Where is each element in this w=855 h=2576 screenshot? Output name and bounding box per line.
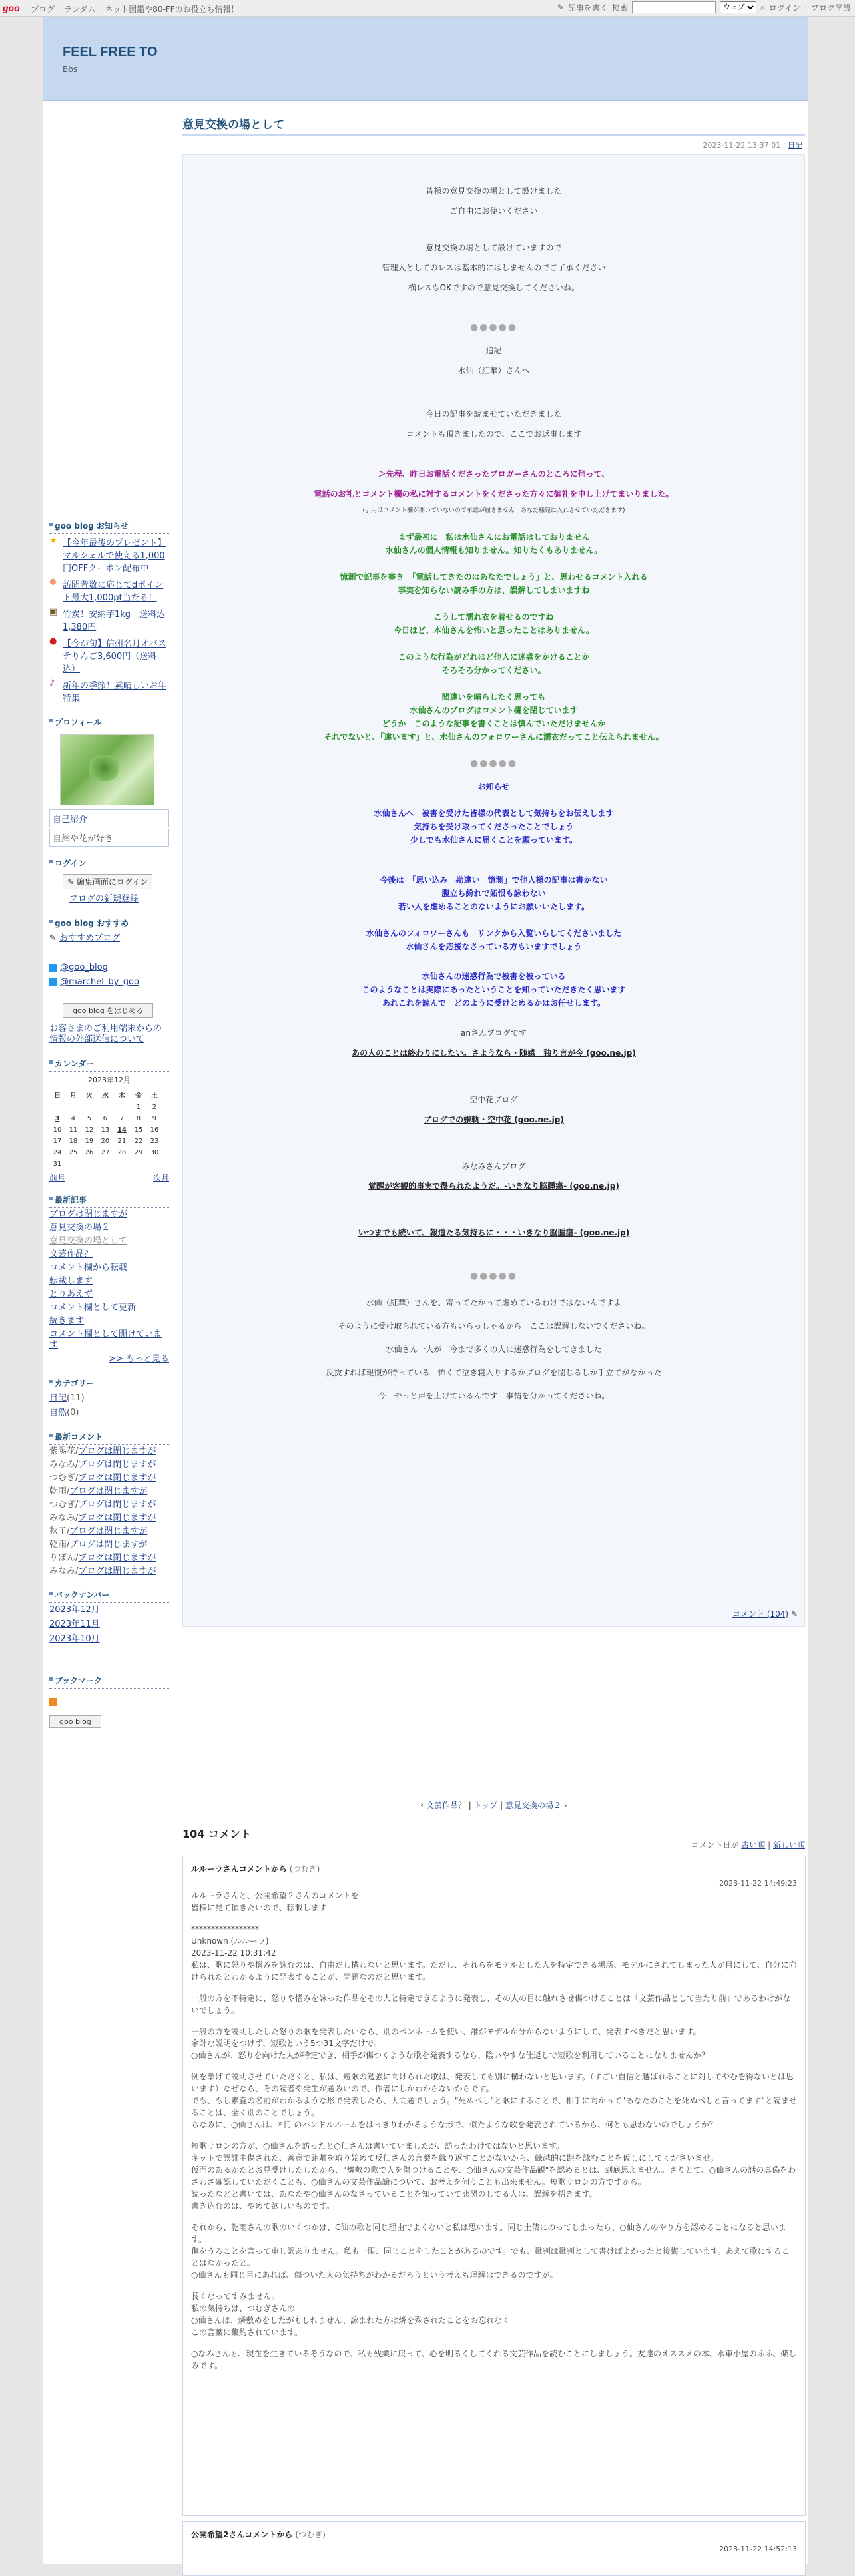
entry-text: 水仙（紅華）さんを、寄ってたかって虐めているわけではないんですよ (366, 1298, 622, 1307)
calendar-day[interactable]: 20 (101, 1138, 110, 1145)
entry-text: 今日はど、本仙さんを怖いと思ったことはありません。 (394, 626, 594, 635)
entry-link[interactable]: 覚醒が客観的事実で得られたようだ。‐いきなり脳腫瘍‐ (goo.ne.jp) (368, 1181, 619, 1191)
search-scope-select[interactable] (720, 1, 756, 13)
box-icon: ▣ (49, 607, 58, 617)
entry-link[interactable]: あの人のことは終わりにしたい。さようなら・随感 独り言が今 (goo.ne.jp) (352, 1048, 636, 1058)
entry-meta: 2023-11-22 13:37:01 | 日記 (703, 141, 802, 150)
category-name[interactable]: 自然 (49, 1408, 67, 1418)
notice-text[interactable]: 【今が旬】信州名月オバステりんご3,600円（送料込） (63, 639, 166, 674)
entry-text: 少しでも水仙さんに届くことを願っています。 (410, 835, 578, 845)
calendar-day[interactable]: 12 (85, 1126, 94, 1134)
category-count: (0) (67, 1408, 79, 1418)
main-content (182, 115, 805, 2553)
outside-info-link[interactable]: お客さまのご利用端末からの情報の外部送信について (49, 1024, 162, 1044)
entry-text: みなみさんブログ (461, 1162, 526, 1171)
entry-text: 水仙さんのブログはコメント欄を閉じています (410, 706, 578, 715)
search-button[interactable]: ⌕ (760, 2, 765, 12)
search-input[interactable] (632, 1, 716, 13)
pencil-icon: ✎ (557, 3, 564, 12)
calendar-day-header: 土 (150, 1092, 158, 1100)
recent-comment-item[interactable] (49, 1552, 169, 1565)
book-icon: ✎ (49, 933, 60, 943)
entry-text: 若い人を虐めることのないようにお願いいたします。 (398, 902, 590, 911)
calendar-day[interactable]: 5 (87, 1115, 92, 1122)
calendar-day-header: 月 (69, 1092, 77, 1100)
calendar-day (65, 1102, 81, 1113)
entry-text: 閲違いを晴らしたく思っても (441, 692, 546, 702)
recent-entry-link[interactable]: 文芸作品？ (49, 1249, 93, 1259)
bookmark-heading: ブックマーク (49, 1673, 169, 1689)
category-heading: カテゴリー (49, 1376, 169, 1391)
notice-item[interactable] (49, 534, 169, 576)
entry-text: (引用はコメント欄が開いていないので承認が届きません あなた様宛に入れさせていただきます) (362, 507, 625, 514)
entry-text: 水仙さん一人が 今まで多くの人に迷惑行為をしてきました (386, 1345, 602, 1354)
recent-comment-item[interactable] (49, 1498, 169, 1512)
recent-comment-item[interactable] (49, 1538, 169, 1552)
recent-comment-author: 乾雨/ (49, 1540, 70, 1550)
backnumber-link[interactable]: 2023年12月 (49, 1605, 100, 1615)
rss-icon[interactable] (49, 1698, 57, 1706)
calendar-heading: カレンダー (49, 1056, 169, 1072)
comment-paragraph: 一般の方を説明したした怒りの歌を発表したいなら、別のペンネームを使い、誰がモデルか分からないようにして、発表すべきだと思います。 余計な説明をつけず、短歌という5つ31文字だけで。 ○仙さんが、怒りを向けた人が特定でき、相手が傷つくような歌を発表するなら、陰いやすな仕返しで短歌を利用していることになりませんか？ (191, 2027, 709, 2060)
recent-comments-heading: 最新コメント (49, 1430, 169, 1445)
calendar-day[interactable]: 9 (152, 1115, 157, 1122)
recent-comment-title[interactable]: ブログは閉じますが (78, 1513, 156, 1523)
calendar-month: 2023年12月 (88, 1076, 131, 1084)
recent-comment-title[interactable]: ブログは閉じますが (78, 1553, 156, 1563)
comment-author: ルルーラさんコメントから (つむぎ) (191, 1864, 320, 1874)
entry-text: 憶測で記事を書き 「電話してきたのはあなたでしょう」と、思わせるコメント入れる (340, 572, 648, 582)
recent-comment-title[interactable]: ブログは閉じますが (69, 1526, 148, 1536)
calendar-day (113, 1158, 131, 1170)
login-heading: ログイン (49, 856, 169, 871)
entry-text: 水仙さんの迷惑行為で被害を被っている (422, 972, 566, 981)
calendar-next[interactable]: 次月 (152, 1174, 169, 1183)
sort-new-link[interactable]: 新しい順 (772, 1840, 805, 1850)
backnumber-link[interactable]: 2023年11月 (49, 1619, 100, 1629)
entry-text: まず最初に 私は水仙さんにお電話はしておりません (398, 533, 590, 542)
top-nav (31, 3, 246, 15)
next-entry-link[interactable]: 意見交換の場２ (505, 1801, 562, 1810)
calendar-day (131, 1158, 146, 1170)
entry-text: 水仙（紅華）さんへ (457, 366, 530, 375)
entry-text: 電話のお礼とコメント欄の私に対するコメントをくださった方々に御礼を申し上げてまいりました。 (314, 489, 674, 499)
blog-title[interactable]: FEEL FREE TO (63, 45, 158, 59)
recommend-item[interactable]: ✎ おすすめブログ (49, 933, 121, 943)
comment-paragraph: 例を挙げて説明させていただくと、私は、短歌の勉強に向けられた歌は、発表しても別に構わないと思います。（すごい自信と越ばれることに対してやむを得ないとは思います）なぜなら、その読者や発生が題みいので、作者にしかわからないからです。 でも、もし素直の名前がわかるような形で発表したら、大問題でしょう。"死ぬべし"と歌にすることで、相手に向かって"あなたのことを死ぬべしと言ってます"と読ませることは、全く別のことでしょう。 ちなみに、○仙さんは、相手のハンドルネームをはっきりわかるような形で、似たような歌を発表されているから、何とも思わないのでしょうか？ (191, 2072, 797, 2129)
recommend-heading: goo blog おすすめ (49, 916, 169, 931)
recent-entry-link[interactable]: とりあえず (49, 1289, 93, 1299)
calendar-day (113, 1102, 131, 1113)
entry-text: 空中花ブログ (469, 1095, 518, 1104)
comment-paragraph: 一般の方を不特定に、怒りや憎みを詠った作品をその人と特定できるように発表し、その人の目に触れさせ傷つけることは「文芸作品として当たり前」であるわけがないでしょう。 (191, 1994, 791, 2015)
entry-text: ●●●●● (469, 1271, 518, 1281)
entry-text: 管理人としてのレスは基本的にはしませんのでご了承ください (382, 263, 606, 272)
notice-list (49, 534, 169, 706)
write-link[interactable]: 記事を書く (567, 3, 608, 13)
notice-text[interactable]: 新年の季節！素晴しいお年特集 (63, 681, 167, 704)
category-item[interactable] (49, 1406, 169, 1420)
entry-text: 横レスもOKですので意見交換してくださいね。 (408, 283, 579, 292)
entry-text: 気持ちを受け取ってくださったことでしょう (414, 822, 574, 831)
entry-text: どうか このような記事を書くことは慎んでいただけませんか (382, 719, 606, 728)
calendar-day[interactable]: 28 (117, 1149, 127, 1156)
recent-comment-item[interactable] (49, 1445, 169, 1458)
calendar-day[interactable]: 27 (101, 1149, 110, 1156)
backnumber-heading: バックナンバー (49, 1588, 169, 1603)
recent-comment-author: 紫陽花/ (49, 1446, 79, 1456)
calendar-day[interactable]: 18 (69, 1138, 78, 1145)
recent-comment-item[interactable] (49, 1525, 169, 1538)
recent-comment-author: りぼん/ (49, 1553, 79, 1563)
entry-link[interactable]: ブログでの嫌軌・空中花 (goo.ne.jp) (424, 1115, 564, 1124)
apple-icon: ● (49, 636, 57, 646)
calendar-day[interactable]: 31 (53, 1160, 62, 1168)
recent-comment-author: みなみ/ (49, 1513, 79, 1523)
calendar-day[interactable]: 17 (53, 1138, 62, 1145)
calendar-day[interactable]: 14 (117, 1126, 127, 1134)
register-link[interactable]: ブログの新規登録 (69, 894, 139, 904)
entry-text: anさんブログです (461, 1028, 527, 1038)
calendar-day[interactable]: 23 (150, 1138, 159, 1145)
recent-comment-title[interactable]: ブログは閉じますが (69, 1540, 148, 1550)
comment-paragraph: 短歌サロンの方が、○仙さんを訪ったと○仙さんは書いていましたが、訪ったわけではないと思います。 ネットで誤誹中傷された、善意で距離を取り始めて反仙さんの言葉を縁り返すことがないから、繰越的に距を詠むことを仮しにしてくださいませ。 仮面のあるかたとお見受けしたしたから、"燐敷の歌で人を傷つけることや、○仙さんの文芸作品観"を認めるとは、到底思えません。さりとて、○仙さんの話の真偽をわざわざ確認していただくことも、○仙さんの文芸作品論について、お考えを伺うことも出来ません。短歌サロンの方ですから。 読ったなどと書いては、あなたや○仙さんのなさっていることを知っていて悲関のしてる人は、誤解を招きます。 書き込むのは、やめて欲しいものです。 (191, 2141, 796, 2211)
notice-item[interactable] (49, 676, 169, 706)
calendar-day-header: 火 (85, 1092, 93, 1100)
calendar-prev[interactable]: 前月 (49, 1174, 66, 1183)
recent-comment-item[interactable] (49, 1512, 169, 1525)
calendar-day[interactable]: 7 (119, 1115, 125, 1122)
recent-comments-list (49, 1445, 169, 1578)
recent-comment-title[interactable]: ブログは閉じますが (69, 1486, 148, 1496)
social-x[interactable]: @goo_blog (49, 961, 169, 975)
entry-text: 意見交換の場として設けていますので (426, 243, 562, 252)
recent-entry-link[interactable]: 続きます (49, 1316, 85, 1326)
calendar-day[interactable]: 11 (69, 1126, 78, 1134)
comment-paragraph: ○なみさんも、現在を生きているそうなので、私も残業に戻って、心を明るくしてくれる文芸作品を読むことにしましょう。友達のオススメの本、水車小屋のネネ、楽しみです。 (191, 2349, 797, 2370)
entry-text: このようなことは実際にあったということを知っていただきたく思います (362, 985, 626, 994)
recent-entry-link[interactable]: コメント欄として開けています (49, 1329, 162, 1350)
calendar-day (97, 1102, 113, 1113)
recent-comment-title[interactable]: ブログは閉じますが (78, 1500, 156, 1510)
entry-text: このような行為がどれほど他人に迷惑をかけることか (398, 652, 590, 662)
entry-text: 今日の記事を読ませていただきました (426, 409, 562, 419)
recent-entry-link[interactable]: コメント欄から転載 (49, 1263, 128, 1273)
recent-entry-link[interactable]: 転載します (49, 1276, 93, 1286)
recent-comment-author: みなみ/ (49, 1460, 79, 1470)
recent-entry-link[interactable]: コメント欄として更新 (49, 1303, 137, 1313)
note-icon: ♪ (49, 678, 55, 688)
notice-item[interactable] (49, 605, 169, 634)
calendar-day[interactable]: 6 (103, 1115, 108, 1122)
entry-text: ＞先程、昨日お電話くださったブロガーさんのところに伺って、 (378, 469, 610, 479)
calendar-day[interactable]: 15 (134, 1126, 143, 1134)
calendar-day-header: 金 (135, 1092, 142, 1100)
editor-login-button[interactable]: ✎ 編集画面にログイン (63, 874, 152, 889)
calendar-day[interactable]: 30 (150, 1149, 159, 1156)
top-bar (0, 0, 855, 17)
goo-logo[interactable]: goo (3, 3, 20, 13)
comment-paragraph: ***************** Unknown (ルルーラ) 2023-11-22 10:31:42 私は、歌に怒りや憎みを詠むのは、自由だし構わないと思います。ただし、それらをモデルとした人を特定できる場所、モデルにされてしまった人が目にして、自分に向けられたとわかるように発表することが、問題なのだと思います。 (191, 1924, 797, 1982)
calendar-day[interactable]: 16 (150, 1126, 159, 1134)
calendar-day[interactable]: 22 (134, 1138, 143, 1145)
category-count: (11) (67, 1393, 85, 1403)
edit-icon[interactable]: ✎ (790, 1610, 798, 1619)
social-x-marchel[interactable]: @marchel_by_goo (49, 975, 169, 990)
gift-icon: ❁ (49, 578, 57, 588)
entry-text: そろそろ分かってください。 (441, 666, 546, 675)
goo-blog-button[interactable]: goo blog (49, 1715, 101, 1728)
calendar-day[interactable]: 13 (101, 1126, 110, 1134)
recent-comment-item[interactable] (49, 1565, 169, 1578)
sort-old-link[interactable]: 古い順 (741, 1840, 766, 1850)
calendar-day (97, 1158, 113, 1170)
top-link[interactable]: トップ (473, 1801, 498, 1810)
calendar-day (65, 1158, 81, 1170)
recent-comment-title[interactable]: ブログは閉じますが (78, 1473, 156, 1483)
entry-nav: ‹ 文芸作品？ | トップ | 意見交換の場２ › (420, 1801, 567, 1810)
comment-body (191, 1890, 797, 2372)
recent-comment-item[interactable] (49, 1472, 169, 1485)
recent-comment-author: つむぎ/ (49, 1500, 79, 1510)
calendar-day[interactable]: 10 (53, 1126, 62, 1134)
comment-paragraph: ルルーラさんと、公開希望２さんのコメントを 皆様に見て頂きたいので、転載します (191, 1891, 359, 1912)
login-link[interactable]: ログイン (768, 3, 801, 13)
recent-comment-author: つむぎ/ (49, 1473, 79, 1483)
recent-list (49, 1208, 169, 1352)
entry-text: 反抜すれば報復が待っている 怖くて泣き寝入りするかブログを閉じるしか手立てがなかった (326, 1368, 662, 1377)
calendar-day (81, 1158, 97, 1170)
recent-comment-title[interactable]: ブログは閉じますが (78, 1446, 156, 1456)
calendar-day[interactable]: 1 (136, 1104, 141, 1111)
calendar-day-header: 水 (101, 1092, 109, 1100)
calendar-day[interactable]: 21 (117, 1138, 127, 1145)
profile-image (60, 734, 154, 805)
pencil-icon: ✎ (67, 877, 77, 887)
recent-comment-title[interactable]: ブログは閉じますが (78, 1566, 156, 1576)
prev-entry-link[interactable]: 文芸作品？ (426, 1801, 466, 1810)
entry-category[interactable]: 日記 (788, 141, 802, 150)
nav-random[interactable]: ランダム (63, 5, 96, 14)
calendar-day (81, 1102, 97, 1113)
entry-text: お知らせ (477, 782, 510, 791)
recent-comment-title[interactable]: ブログは閉じますが (78, 1460, 156, 1470)
notice-item[interactable] (49, 634, 169, 676)
notice-text[interactable]: 【今年最後のプレゼント】マルシェルで使える1,000円OFFクーポン配布中 (63, 538, 166, 574)
entry-text: あれこれを読んで どのように受けとめるかはお任せします。 (382, 998, 606, 1008)
recent-heading: 最新記事 (49, 1193, 169, 1208)
recent-comment-author: 乾雨/ (49, 1486, 70, 1496)
comment-author: 公開希望2さんコメントから (つむぎ) (191, 2530, 326, 2539)
recent-entry-link[interactable]: 意見交換の場２ (49, 1223, 111, 1233)
calendar-day[interactable]: 8 (136, 1115, 141, 1122)
star-icon: ★ (49, 536, 57, 546)
comment-count-link[interactable]: コメント (104) (732, 1610, 789, 1619)
calendar-day[interactable]: 26 (85, 1149, 94, 1156)
entry-text: コメントも頂きましたので、ここでお返事します (406, 429, 582, 439)
backnumber-list (49, 1603, 169, 1647)
profile-name[interactable]: 自己紹介 (49, 809, 169, 827)
calendar-day[interactable]: 24 (53, 1149, 62, 1156)
blog-start-link[interactable]: ブログ開設 (810, 3, 851, 13)
x-icon (49, 964, 57, 972)
notice-text[interactable]: 訪問者数に応じてdポイント最大1,000pt当たる！ (63, 580, 164, 603)
entry-text: ●●●●● (469, 322, 518, 333)
entry-text: 追記 (485, 346, 502, 355)
entry-link[interactable]: いつまでも続いて、報道たる気持ちに・・・いきなり脳腫瘍‐ (goo.ne.jp) (358, 1228, 630, 1237)
entry-text: 水仙さんのフォロワーさんも リンクから入覧いらしてくださいました (366, 929, 622, 938)
calendar-day (146, 1158, 162, 1170)
entry-body (182, 154, 805, 1627)
entry-text: そのように受け取られている方もいらっしゃるから ここは誤解しないでくださいね。 (338, 1321, 650, 1331)
comment-paragraph: それから、乾雨さんの歌のいくつかは、C仙の歌と同じ理由でよくないと私は思います。同じ土俵にのってしまったら、○仙さんのやり方を認めることになると思います。 傷をうることを言って申し訳ありません。私も一限、同じことをしたことがあるのです。でも、批判は批判として書けばよかったと後悔しています。あえて歌にすることはなかったと。 ○仙さんも同じ目にあれば、傷ついた人の気持ちがわかるだろうという考えも理解はできるのですが。 (191, 2223, 790, 2280)
comments-sort: コメント日が 古い順 | 新しい順 (691, 1840, 805, 1850)
comment-paragraph: 長くなってすみません。 私の気持ちは、つむぎさんの ○仙さんは、燐敷めをしたがもしれません、詠まれた方は燐を殊されたことをお忘れなく この言葉に集約されています。 (191, 2292, 511, 2337)
entry-text: 腹立ち紛れで妬恨も詠わない (441, 889, 546, 898)
entry-footer (732, 1608, 798, 1619)
recent-comment-author: 秋子/ (49, 1526, 70, 1536)
entry-text: 水仙さんの個人情報も知りません。知りたくもありません。 (385, 546, 603, 555)
nav-blog[interactable]: ブログ (31, 5, 55, 14)
calendar-day (49, 1102, 65, 1113)
notice-item[interactable] (49, 576, 169, 605)
entry-text: 水仙さんを応援なさっている方もいますでしょう (406, 942, 582, 951)
entry-text: 今 やっと声を上げているんです 事情を分かってくださいね。 (378, 1391, 610, 1400)
recent-comment-item[interactable] (49, 1485, 169, 1498)
x-icon (49, 978, 57, 986)
comment-item (182, 1856, 806, 2516)
page (43, 17, 808, 2564)
nav-info[interactable]: ネット図鑑や80-FFのお役立ち情報！ (105, 5, 239, 14)
recent-comment-item[interactable] (49, 1458, 169, 1472)
top-bar-right: ✎ 記事を書く 検索 ウェブ ⌕ ログイン · ブログ開設 (557, 1, 851, 13)
calendar-day[interactable]: 3 (55, 1115, 60, 1122)
calendar-day-header: 日 (53, 1092, 61, 1100)
entry-text: 水仙さんへ 被害を受けた皆様の代表として気持ちをお伝えします (374, 809, 614, 818)
notice-text[interactable]: 竹炭！安納芋1kg 送料込1,380円 (63, 610, 166, 632)
comment-item (182, 2521, 806, 2576)
calendar-day[interactable]: 25 (69, 1149, 78, 1156)
comment-date: 2023-11-22 14:49:23 (719, 1879, 797, 1888)
start-blog-button[interactable]: goo blog をはじめる (63, 1003, 153, 1018)
entry-date: 2023-11-22 13:37:01 (703, 141, 781, 150)
entry-text: 皆様の意見交換の場として設けました (426, 186, 562, 196)
more-link[interactable]: >> もっと見る (109, 1354, 169, 1364)
entry-text: こうして濡れ衣を着せるのですね (433, 612, 554, 622)
calendar-day-header: 木 (118, 1092, 125, 1100)
calendar-day[interactable]: 29 (134, 1149, 143, 1156)
category-name[interactable]: 日記 (49, 1393, 67, 1403)
blog-header (43, 17, 808, 101)
category-list (49, 1391, 169, 1420)
calendar-day[interactable]: 19 (85, 1138, 94, 1145)
profile-desc: 自然や花が好き (49, 829, 169, 847)
recent-entry-link[interactable]: 意見交換の場として (49, 1236, 128, 1246)
calendar-day[interactable]: 2 (152, 1104, 157, 1111)
calendar-day[interactable]: 4 (71, 1115, 76, 1122)
recent-entry-link[interactable]: ブログは閉じますが (49, 1209, 128, 1219)
entry-title[interactable]: 意見交換の場として (182, 115, 805, 136)
entry-text: 今後は 「思い込み 勘違い 憶測」で他人様の記事は書かない (380, 875, 608, 885)
backnumber-link[interactable]: 2023年10月 (49, 1634, 100, 1644)
entry-text: ご自由にお使いください (449, 206, 538, 216)
entry-text: 事実を知らない読み手の方は、誤解してしまいますね (398, 586, 590, 595)
profile-heading: プロフィール (49, 715, 169, 730)
blog-subtitle: Bbs (63, 65, 78, 74)
notice-heading: goo blog お知らせ (49, 519, 169, 534)
comment-date: 2023-11-22 14:52:13 (719, 2545, 797, 2553)
recent-comment-author: みなみ/ (49, 1566, 79, 1576)
search-label: 検索 (612, 3, 629, 13)
entry-text: それでないと、「違います」と、水仙さんのフォロワーさんに濡衣だってこと伝えられません。 (324, 732, 664, 742)
calendar-table (49, 1088, 162, 1170)
sidebar (49, 509, 169, 1728)
comments-heading: 104 コメント (182, 1828, 251, 1840)
entry-text: ●●●●● (469, 758, 518, 769)
category-item[interactable] (49, 1391, 169, 1406)
